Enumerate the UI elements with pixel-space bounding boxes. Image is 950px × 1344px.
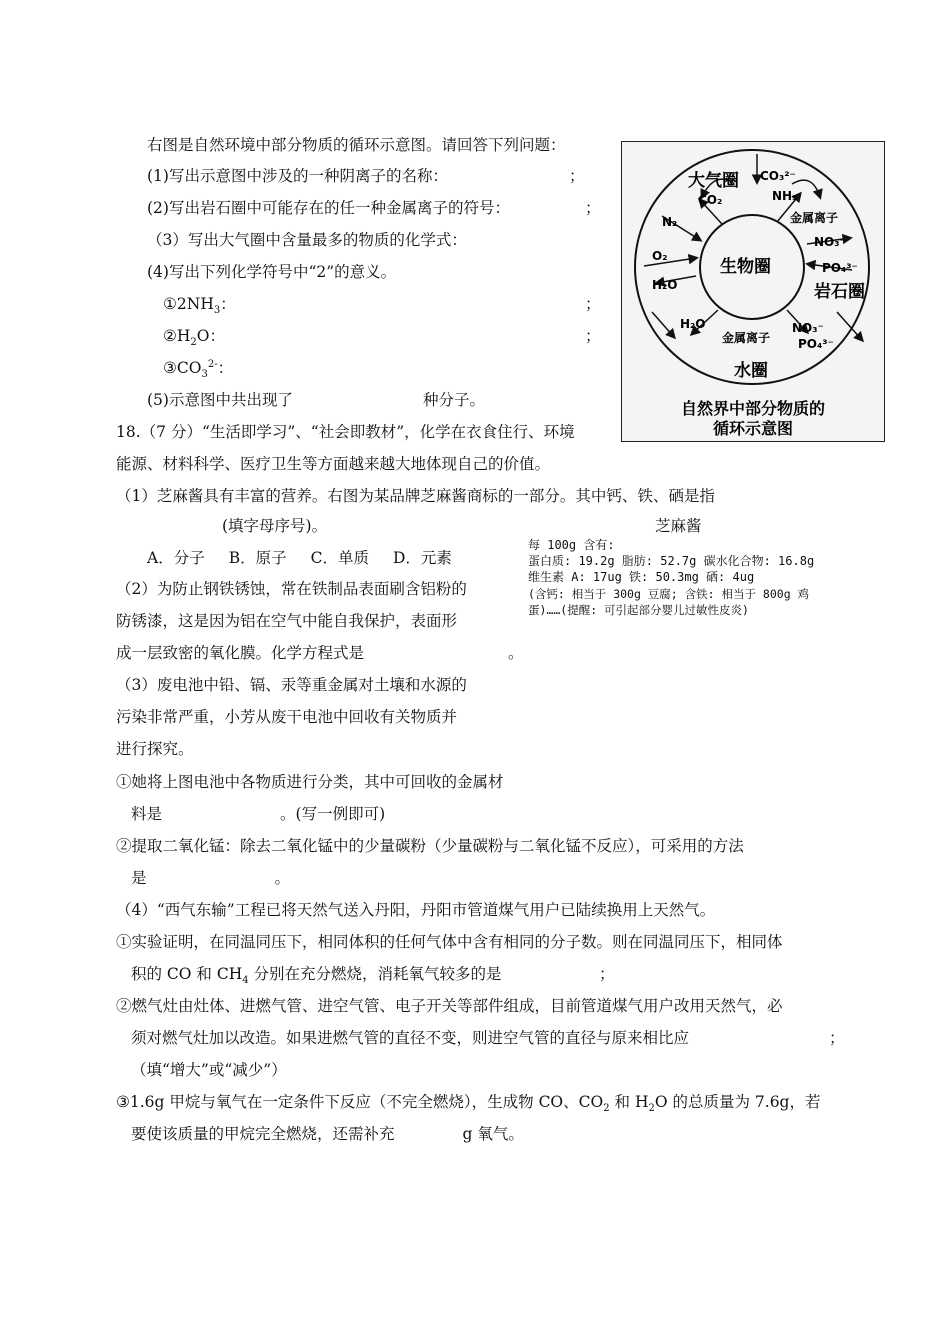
q18-part4-2-line2: 须对燃气灶加以改造。如果进燃气管的直径不变，则进空气管的直径与原来相比应 <box>131 1029 690 1047</box>
sesame-label-title: 芝麻酱 <box>655 517 702 535</box>
q17-part4a-end: ； <box>585 295 601 313</box>
q18-part4-1-line2: 积的 CO 和 $CH_4$ 分别在充分燃烧，消耗氧气较多的是 <box>131 965 502 987</box>
atmosphere-label: 大气圈 <box>688 171 739 191</box>
hydrosphere-label: 水圈 <box>734 361 768 381</box>
q18-part2-end: 。 <box>508 644 524 662</box>
cycle-diagram-drawing <box>622 142 884 441</box>
q17-intro: 右图是自然环境中部分物质的循环示意图。请回答下列问题： <box>147 136 566 154</box>
q17-part1: (1)写出示意图中涉及的一种阴离子的名称： <box>147 167 448 185</box>
metal-ion-top-label: 金属离子 <box>790 211 839 225</box>
q18-part2-line3: 成一层致密的氧化膜。化学方程式是 <box>116 644 365 662</box>
po4-bottom-label: PO₄³⁻ <box>798 337 834 351</box>
q17-part5: (5)示意图中共出现了 种分子。 <box>147 391 485 409</box>
q18-part3-1-line2: 料是 。(写一例即可) <box>131 805 386 823</box>
q18-part4-2-end: ； <box>829 1029 845 1047</box>
sesame-label-line5: 蛋)……(提醒: 可引起部分婴儿过敏性皮炎) <box>528 603 749 617</box>
q17-part1-end: ； <box>569 167 585 185</box>
diagram-caption-line2: 循环示意图 <box>712 419 794 438</box>
q18-heading-line1: 18.（7 分）“生活即学习”、“社会即教材”，化学在衣食住行、环境 <box>116 423 575 441</box>
q17-part2-end: ； <box>585 199 601 217</box>
sesame-label-line2: 蛋白质: 19.2g 脂肪: 52.7g 碳水化合物: 16.8g <box>528 554 815 568</box>
q18-part4-2-line3: （填“增大”或“减少”） <box>131 1061 287 1079</box>
no3-top-label: NO₃⁻ <box>814 235 846 249</box>
q18-part3-line3: 进行探究。 <box>116 740 194 758</box>
q18-part3-line2: 污染非常严重，小芳从废干电池中回收有关物质并 <box>116 708 458 726</box>
q18-heading-line2: 能源、材料科学、医疗卫生等方面越来越大地体现自己的价值。 <box>116 455 551 473</box>
q17-part3: （3）写出大气圈中含量最多的物质的化学式： <box>147 231 467 249</box>
h2o-left-label: H₂O <box>652 278 678 292</box>
q18-part3-2-line1: ②提取二氧化锰：除去二氧化锰中的少量碳粉（少量碳粉与二氧化锰不反应），可采用的方法 <box>116 837 744 855</box>
q18-part3-2-line2: 是 。 <box>131 869 291 887</box>
q17-part2: (2)写出岩石圈中可能存在的任一种金属离子的符号： <box>147 199 510 217</box>
no3-bottom-label: NO₃⁻ <box>792 321 824 335</box>
q18-part3-line1: （3）废电池中铅、镉、汞等重金属对土壤和水源的 <box>116 676 467 694</box>
po4-top-label: PO₄³⁻ <box>822 261 858 275</box>
q17-part4: (4)写出下列化学符号中“2”的意义。 <box>147 263 397 281</box>
option-c: C．单质 <box>310 549 369 567</box>
n2-label: N₂ <box>662 215 678 229</box>
option-b: B．原子 <box>228 549 287 567</box>
q17-part4b-end: ； <box>585 327 601 345</box>
q17-part4b: $②H_2O$： <box>163 327 226 349</box>
q18-part4-3-line1: ③1.6g 甲烷与氧气在一定条件下反应（不完全燃烧），生成物 CO、$CO_2$ 和 $H_2O$ 的总质量为 7.6g，若 <box>116 1093 821 1115</box>
q18-options <box>147 548 452 568</box>
h2o-bottom-label: H₂O <box>680 317 706 331</box>
co3-label: CO₃²⁻ <box>760 169 796 183</box>
q18-part4-2-line1: ②燃气灶由灶体、进燃气管、进空气管、电子开关等部件组成，目前管道煤气用户改用天然气，必 <box>116 997 783 1015</box>
q18-part2-line1: （2）为防止钢铁锈蚀，常在铁制品表面刷含铝粉的 <box>116 580 467 598</box>
q18-part1-paren: (填字母序号)。 <box>222 517 328 535</box>
q18-part3-1-line1: ①她将上图电池中各物质进行分类，其中可回收的金属材 <box>116 773 504 791</box>
q18-part4-3-line2: 要使该质量的甲烷完全燃烧，还需补充 g 氧气。 <box>131 1125 524 1143</box>
metal-ion-bottom-label: 金属离子 <box>722 331 771 345</box>
o2-label: O₂ <box>652 249 668 263</box>
diagram-caption-line1: 自然界中部分物质的 <box>680 399 826 418</box>
nh3-label: NH₃ <box>772 189 798 203</box>
q18-part4: （4）“西气东输”工程已将天然气送入丹阳，丹阳市管道煤气用户已陆续换用上天然气。 <box>116 901 716 919</box>
q17-part4c: $③CO_3^{2-}$： <box>163 358 234 381</box>
sesame-label-line1: 每 100g 含有: <box>528 538 615 552</box>
q17-part4a: $①2NH_3$： <box>163 295 236 317</box>
q18-part4-1-line1: ①实验证明，在同温同压下，相同体积的任何气体中含有相同的分子数。则在同温同压下，相同体 <box>116 933 783 951</box>
sesame-label-line4: (含钙: 相当于 300g 豆腐; 含铁: 相当于 800g 鸡 <box>528 587 810 601</box>
option-a: A．分子 <box>147 549 205 567</box>
q18-part1: （1）芝麻酱具有丰富的营养。右图为某品牌芝麻酱商标的一部分。其中钙、铁、硒是指 <box>116 487 715 505</box>
sesame-label-line3: 维生素 A: 17ug 铁: 50.3mg 硒: 4ug <box>528 570 755 584</box>
biosphere-label: 生物圈 <box>720 257 771 277</box>
q18-part4-1-end: ； <box>599 965 615 983</box>
co2-label: CO₂ <box>698 193 723 207</box>
option-d: D．元素 <box>392 549 452 567</box>
lithosphere-label: 岩石圈 <box>814 282 865 302</box>
cycle-diagram <box>621 141 885 442</box>
q18-part2-line2: 防锈漆，这是因为铝在空气中能自我保护，表面形 <box>116 612 458 630</box>
